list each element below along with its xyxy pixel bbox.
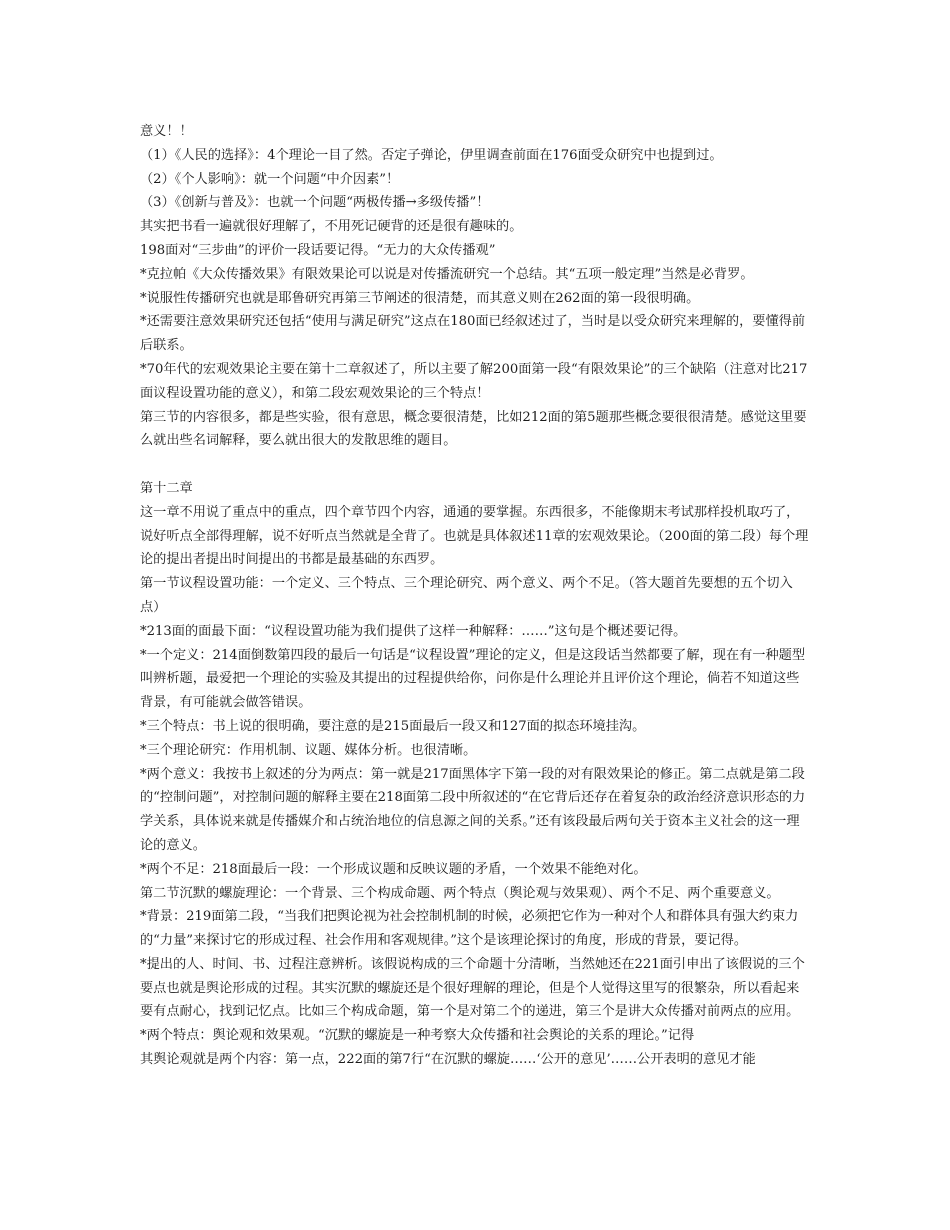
text-line: *两个特点：舆论观和效果观。“沉默的螺旋是一种考察大众传播和社会舆论的关系的理论。”记得	[140, 1028, 695, 1044]
blank-line	[140, 453, 812, 477]
text-line: *克拉帕《大众传播效果》有限效果论可以说是对传播流研究一个总结。其“五项一般定理”当然是必背罗。	[140, 266, 754, 282]
text-line: 意义！！	[140, 124, 193, 139]
text-line: *213面的面最下面：“议程设置功能为我们提供了这样一种解释：……”这句是个概述要记得。	[140, 623, 687, 639]
text-line: 第二节沉默的螺旋理论：一个背景、三个构成命题、两个特点（舆论观与效果观）、两个不足、两个重要意义。	[140, 885, 780, 901]
text-line: *一个定义：214面倒数第四段的最后一句话是“议程设置”理论的定义，但是这段话当然都要了解，现在有一种题型叫辨析题，最爱把一个理论的实验及其提出的过程提供给你，问你是什么理论并且评价这个理论，倘若不知道这些背景，有可能就会做答错误。	[140, 647, 806, 711]
text-line: 第一节议程设置功能：一个定义、三个特点、三个理论研究、两个意义、两个不足。（答大题首先要想的五个切入点）	[140, 576, 793, 615]
text-line: *提出的人、时间、书、过程注意辨析。该假说构成的三个命题十分清晰，当然她还在221面引申出了该假说的三个要点也就是舆论形成的过程。其实沉默的螺旋还是个很好理解的理论，但是个人觉得这里写的很繁杂，所以看起来要有点耐心，找到记忆点。比如三个构成命题，第一个是对第二个的递进，第三个是讲大众传播对前两点的应用。	[140, 956, 805, 1020]
text-line: 其舆论观就是两个内容：第一点，222面的第7行“在沉默的螺旋……‘公开的意见’……公开表明的意见才能	[140, 1052, 756, 1068]
text-line: *两个不足：218面最后一段：一个形成议题和反映议题的矛盾，一个效果不能绝对化。	[140, 861, 647, 877]
text-line: 198面对“三步曲”的评价一段话要记得。“无力的大众传播观”	[140, 242, 496, 258]
text-line: *两个意义：我按书上叙述的分为两点：第一就是217面黑体字下第一段的对有限效果论的修正。第二点就是第二段的“控制问题”，对控制问题的解释主要在218面第二段中所叙述的“在它背后还存在着复杂的政治经济意识形态的力学关系，具体说来就是传播媒介和占统治地位的信息源之间的关系。”还有该段最后两句关于资本主义社会的这一理论的意义。	[140, 766, 806, 853]
text-line: *说服性传播研究也就是耶鲁研究再第三节阐述的很清楚，而其意义则在262面的第一段很明确。	[140, 290, 700, 306]
text-line: *还需要注意效果研究还包括“使用与满足研究”这点在180面已经叙述过了，当时是以受众研究来理解的，要懂得前后联系。	[140, 314, 806, 354]
text-line: （1）《人民的选择》：4个理论一目了然。否定子弹论，伊里调查前面在176面受众研究中也提到过。	[140, 147, 723, 163]
text-line: *三个理论研究：作用机制、议题、媒体分析。也很清晰。	[140, 742, 477, 758]
text-line: 这一章不用说了重点中的重点，四个章节四个内容，通通的要掌握。东西很多，不能像期末考试那样投机取巧了，说好听点全部得理解，说不好听点当然就是全背了。也就是具体叙述11章的宏观效果论。（200面的第二段）每个理论的提出者提出时间提出的书都是最基础的东西罗。	[140, 504, 809, 568]
chapter-heading: 第十二章	[140, 480, 193, 496]
text-line: （2）《个人影响》：就一个问题“中介因素”！	[140, 171, 400, 187]
document-page	[140, 120, 812, 1072]
text-line: 第三节的内容很多，都是些实验，很有意思，概念要很清楚，比如212面的第5题那些概念要很很清楚。感觉这里要么就出些名词解释，要么就出很大的发散思维的题目。	[140, 409, 807, 449]
text-line: *三个特点：书上说的很明确，要注意的是215面最后一段又和127面的拟态环境挂沟。	[140, 718, 646, 734]
text-line: 其实把书看一遍就很好理解了，不用死记硬背的还是很有趣味的。	[140, 219, 523, 235]
text-line: *背景：219面第二段，“当我们把舆论视为社会控制机制的时候，必须把它作为一种对个人和群体具有强大约束力的“力量”来探讨它的形成过程、社会作用和客观规律。”这个是该理论探讨的角度，形成的背景，要记得。	[140, 909, 799, 949]
text-line: （3）《创新与普及》：也就一个问题“两极传播→多级传播”！	[140, 195, 490, 211]
text-line: *70年代的宏观效果论主要在第十二章叙述了，所以主要了解200面第一段“有限效果论”的三个缺陷（注意对比217面议程设置功能的意义），和第二段宏观效果论的三个特点！	[140, 361, 808, 401]
